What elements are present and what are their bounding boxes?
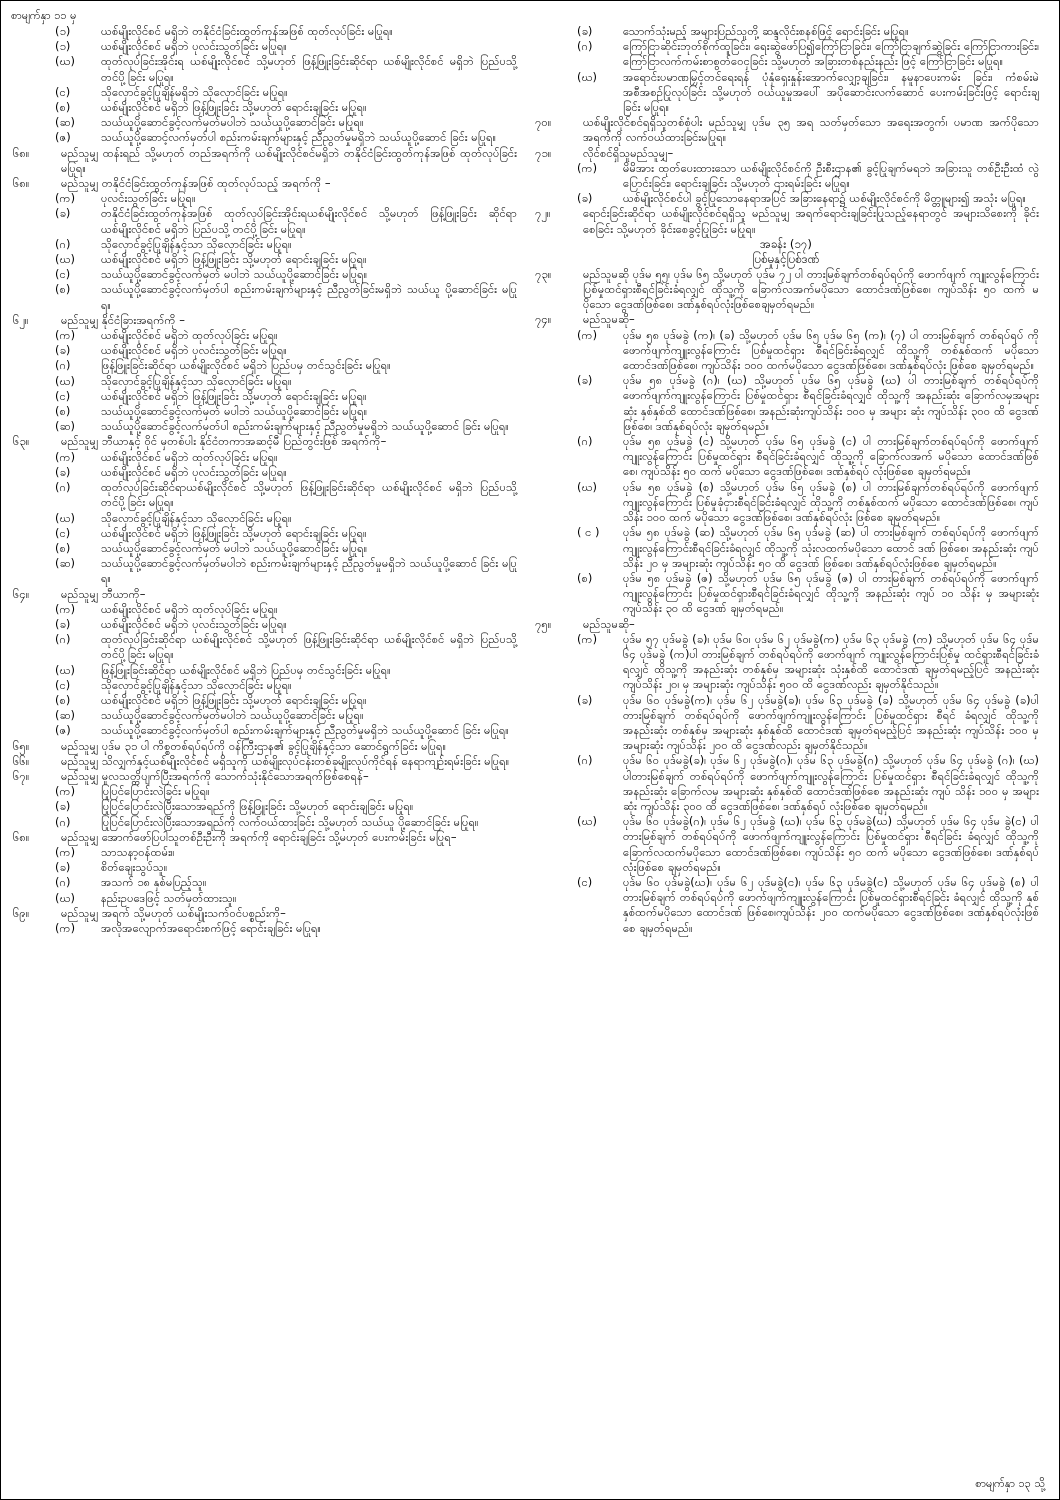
item-marker: (ဃ)	[577, 69, 598, 84]
item-text: သယ်ယူပို့ဆောင်ခွင့်လက်မှတ် မပါဘဲ သယ်ယူပို့ဆောင်ခြင်း မပြုရ။	[101, 267, 368, 282]
item-text: ကြော်ငြာဆိုင်းဘုတ်စိုက်ထူခြင်း၊ ရေးဆွဲဖော်ပြ၍ကြော်ငြာခြင်း၊ ကြော်ငြာချက်ဆွဲခြင်း ကြော်ငြာကားခြင်း၊ ကြော်ငြာလက်ကမ်းစာစွတ်ဝေငှခြင်း သို့မဟုတ် အခြားတစ်နည်းနည်း ဖြင့် ကြော်ငြာခြင်း မပြုရ။	[623, 39, 1039, 69]
clause-item	[11, 465, 517, 480]
item-marker: (ဃ)	[55, 373, 76, 388]
chapter-heading: ပြစ်မှုနှင့်ပြစ်ဒဏ်	[752, 251, 820, 266]
clause-item	[533, 39, 1039, 69]
item-marker: (က)	[55, 191, 76, 206]
clause-item	[533, 70, 1039, 116]
item-marker: ၆၈။	[13, 145, 30, 160]
item-text: ပုဒ်မ ၅၇ ပုဒ်မခွဲ (ခ)၊ ပုဒ်မ ၆၀၊ ပုဒ်မ ၆၂ ပုဒ်မခွဲ(က) ပုဒ်မ ၆၃ ပုဒ်မခွဲ (က) သို့မဟုတ် ပုဒ်မ ၆၄ ပုဒ်မ ၆၄ ပုဒ်မခွဲ (က)ပါ တားမြစ်ချက် တစ်ရပ်ရပ်ကို ဖောက်ဖျက် ကျူးလွန်ကြောင်းပြစ်မှု ထင်ရှားစီရင်ခြင်းခံရလျှင် ထိုသူ့ကို အနည်းဆုံး တစ်နှစ်မှ အများဆုံး သုံးနှစ်ထိ ထောင်ဒဏ် ချမှတ်ရမည့်ပြင် အနည်းဆုံး ကျပ်သိန်း ၂၀၊ မှ အများဆုံး ကျပ်သိန်း ၅၀၀ ထိ ငွေဒဏ်လည်း ချမှတ်နိုင်သည်။	[623, 631, 1039, 692]
item-text: လိုင်စင်ရှိသူမည်သူမျှ–	[583, 145, 674, 160]
item-marker: (ခ)	[577, 191, 593, 206]
item-marker: (က)	[55, 449, 76, 464]
item-text: ထုတ်လုပ်ခြင်းအိုင်းရ ယစ်မျိုးလိုင်စင် သို့မဟုတ် ဖြန့်ဖြူးခြင်းဆိုင်ရာ ယစ်မျိုးလိုင်စင် မရှိဘဲ ပြည်ပသို့ တင်ပို့ခြင်း မပြုရ။	[101, 54, 517, 84]
section-paragraph	[11, 906, 517, 921]
clause-item	[11, 252, 517, 267]
section-paragraph	[11, 176, 517, 191]
item-marker: (ဃ)	[55, 54, 76, 69]
page-header: စာမျက်နှာ ၁၁ မှ	[11, 9, 77, 22]
chapter-heading: အခန်း (၁၇)	[760, 236, 812, 251]
item-marker: ၇၅။	[535, 616, 552, 631]
item-text: ပုဒ်မ ၅၈ ပုဒ်မခွဲ (ဇ) သို့မဟုတ် ပုဒ်မ ၆၅ ပုဒ်မခွဲ (ဇ) ပါ တားမြစ်ချက် တစ်ရပ်ရပ်ကို ဖောက်ဖျက်ကျူးလွန်ကြောင်း ပြစ်မှုထင်ရှားစီရင်ခြင်းခံရလျှင် ထိုသူ့ကို အနည်းဆုံး ကျပ် ၁၀ သိန်း မှ အများဆုံး ကျပ်သိန်း ၃၀ ထိ ငွေဒဏ် ချမှတ်ရမည်။	[623, 570, 1039, 616]
item-text: ဖြန့်ဖြူးခြင်းဆိုင်ရာ ယစ်မျိုးလိုင်စင် မရှိဘဲ ပြည်ပမှ တင်သွင်းခြင်း မပြုရ။	[101, 358, 391, 373]
item-marker: (င)	[55, 267, 71, 282]
item-text: သယ်ယူပို့ဆောင့်လက်မှတ်ပါ စည်းကမ်းချက်များနှင့် ညီညွတ်မှုမရှိဘဲ သယ်ယူပို့ဆောင် ခြင်း မပြုရ။	[101, 130, 497, 145]
item-marker: (ဃ)	[55, 252, 76, 267]
item-marker: (က)	[577, 327, 598, 342]
clause-item	[11, 617, 517, 632]
item-text: မည်သူမဆို–	[583, 616, 635, 631]
item-marker: (ဂ)	[55, 480, 71, 495]
clause-item	[11, 602, 517, 617]
item-marker: (စ)	[55, 540, 71, 555]
clause-item	[533, 434, 1039, 480]
clause-item	[11, 663, 517, 678]
clause-item	[11, 39, 517, 54]
item-marker: (ဂ)	[577, 39, 593, 54]
clause-item	[533, 191, 1039, 206]
item-text: ယစ်မျိုးလိုင်စင် မရှိဘဲ ပုလင်းသွတ်ခြင်း မပြုရ။	[101, 343, 287, 358]
clause-item	[533, 753, 1039, 814]
item-marker: (စ)	[55, 404, 71, 419]
clause-item	[533, 161, 1039, 191]
item-marker: (က)	[55, 601, 76, 616]
item-marker: ၆၂။	[13, 312, 29, 327]
section-paragraph	[11, 146, 517, 176]
item-text: ထုတ်လုပ်ခြင်းဆိုင်ရာယစ်မျိုးလိုင်စင် သို့မဟုတ် ဖြန့်ဖြူးခြင်းဆိုင်ရာ ယစ်မျိုးလိုင်စင် မရှိဘဲ ပြည်ပသို့ တင်ပို့ခြင်း မပြုရ။	[101, 480, 517, 510]
clause-item	[11, 374, 517, 389]
item-text: မည်သူမျှ နိုင်ငံခြားအရက်ကို –	[61, 312, 185, 327]
item-text: ပုဒ်မ ၆၀ ပုဒ်မခွဲ(က)၊ ပုဒ်မ ၆၂ ပုဒ်မခွဲ(ခ)၊ ပုဒ်မ ၆၃ ပုဒ်မခွဲ (ခ) သို့မဟုတ် ပုဒ်မ ၆၄ ပုဒ်မခွဲ (ခ)ပါ တားမြစ်ချက် တစ်ရပ်ရပ်ကို ဖောက်ဖျက်ကျူးလွန်ကြောင်း ပြစ်မှုထင်ရှား စီရင် ခံရလျှင် ထိုသူ့ကို အနည်းဆုံး တစ်နှစ်မှ အများဆုံး နှစ်နှစ်ထိ ထောင်ဒဏ် ချမှတ်ရမည့်ပြင် အနည်းဆုံး ကျပ်သိန်း ၁၀၀ မှ အများဆုံး ကျပ်သိန်း ၂၀၀ ထိ ငွေဒဏ်လည်း ချမှတ်နိုင်သည်။	[623, 692, 1039, 753]
item-text: ယစ်မျိုးလိုင်စင် မရှိဘဲ ပုလင်းသွတ်ခြင်း မပြုရ။	[101, 464, 287, 479]
clause-item	[11, 404, 517, 419]
item-text: ယစ်မျိုးလိုင်စင် မရှိဘဲ ဖြန့်ဖြူးခြင်း သို့မဟုတ် ရောင်းချခြင်း မပြုရ။	[101, 252, 367, 267]
item-text: အသက် ၁၈ နှစ်မပြည့်သူ။	[101, 875, 207, 890]
item-text: ပုဒ်မ ၅၈ ပုဒ်မခွဲ (င) သို့မဟုတ် ပုဒ်မ ၆၅ ပုဒ်မခွဲ (င) ပါ တားမြစ်ချက်တစ်ရပ်ရပ်ကို ဖောက်ဖျက် ကျူးလွန်ကြောင်း ပြစ်မှုထင်ရှား စီရင်ခြင်းခံရလျှင် ထိုသူ့ကို ခြောက်လအက် မပိုသော ထောင်ဒဏ်ဖြစ်စေ၊ ကျပ်သိန်း ၅၀ ထက် မပိုသော ငွေဒဏ်ဖြစ်စေ၊ ဒဏ်နှစ်ရပ် လုံးဖြစ်စေ ချမှတ်ရမည်။	[623, 434, 1039, 479]
section-paragraph	[533, 146, 1039, 161]
item-marker: (စ)	[55, 282, 71, 297]
item-text: သာသနာ့ဝန်ထမ်း။	[101, 844, 175, 859]
item-text: ဖြန့်ဖြူးခြင်းဆိုင်ရာ ယစ်မျိုးလိုင်စင် မရှိဘဲ ပြည်ပမှ တင်သွင်းခြင်း မပြုရ။	[101, 662, 391, 677]
item-text: ပုဒ်မ ၆၀ ပုဒ်မခွဲ(ခ)၊ ပုဒ်မ ၆၂ ပုဒ်မခွဲ(ဂ)၊ ပုဒ်မ ၆၃ ပုဒ်မခွဲ(ဂ) သို့မဟုတ် ပုဒ်မ ၆၄ ပုဒ်မခွဲ (ဂ)၊ (ဃ) ပါတားမြစ်ချက် တစ်ရပ်ရပ်ကို ဖောက်ဖျက်ကျူးလွန်ကြောင်း ပြစ်မှုထင်ရှား စီရင်ခြင်းခံရလျှင် ထိုသူ့ကို အနည်းဆုံး ခြောက်လမှ အများဆုံး နှစ်နှစ်ထိ ထောင်ဒဏ်ဖြစ်စေ အနည်းဆုံး ကျပ် သိန်း ၁၀၀ မှ အများဆုံး ကျပ်သိန်း ၃၀၀ ထိ ငွေဒဏ်ဖြစ်စေ၊ ဒဏ်နှစ်ရပ် လုံးဖြစ်စေ ချမှတ်ရမည်။	[623, 753, 1039, 813]
section-paragraph	[533, 312, 1039, 327]
item-marker: (ဃ)	[55, 890, 76, 905]
item-text: အလိုအလျောက်အရောင်းစက်ဖြင့် ရောင်းချခြင်း မပြုရ။	[101, 920, 321, 935]
item-marker: ၇၂။	[535, 206, 551, 221]
item-marker: (က)	[577, 631, 598, 646]
left-column	[11, 24, 517, 1489]
item-text: ယစ်မျိုးလိုင်စင်ရရှိသူတစ်စုံပါး မည်သူမျှ ပုဒ်မ ၃၅ အရ သတ်မှတ်သော အရေးအတွက်၊ ပမာဏ အက်ပိုသောအရက်ကို လက်ဝယ်ထားခြင်းမပြုရ။	[583, 115, 1039, 145]
item-text: မည်သူမျှ အောက်ဖော်ပြပါသူတစ်ဦးဦးကို အရက်ကို ရောင်းချခြင်း သို့မဟုတ် ပေးကမ်းခြင်း မပြုရ–	[61, 829, 457, 844]
section-paragraph	[11, 830, 517, 845]
item-text: ပုလင်းသွတ်ခြင်း မပြုရ။	[101, 191, 196, 206]
clause-item	[11, 784, 517, 799]
item-text: မည်သူမဆို ပုဒ်မ ၅၅၊ ပုဒ်မ ၆၅ သို့မဟုတ် ပုဒ်မ ၇၂ ပါ တားမြစ်ချက်တစ်ရပ်ရပ်ကို ဖောက်ဖျက် ကျူးလွန်ကြောင်း ပြစ်မှုထင်ရှားစီရင်ခြင်းခံရလျှင် ထိုသူ့ကို ခြောက်လအက်မပိုသော ထောင်ဒဏ်ဖြစ်စေ၊ ကျပ်သိန်း ၅၀ ထက် မပိုသော ငွေဒဏ်ဖြစ်စေ၊ ဒဏ်နှစ်ရပ်လုံးဖြစ်စေချမှတ်ရမည်။	[583, 266, 1039, 312]
clause-item	[11, 206, 517, 236]
item-text: ယစ်မျိုးလိုင်စင် မရှိဘဲ ဖြန့်ဖြူးခြင်း သို့မဟုတ် ရောင်းချခြင်း မပြုရ။	[101, 525, 367, 540]
clause-item	[11, 723, 517, 738]
item-text: သောက်သုံးမည့် အများပြည်သူတို့ ဆန္ဒလိုင်းစနစ်ဖြင့် ရောင်းခြင်း မပြုရ။	[623, 24, 909, 38]
item-text: မည်သူမျှ တနိုင်ငံခြင်းထွတ်ကုန်အဖြစ် ထုတ်လုပ်သည့် အရက်ကို –	[61, 176, 331, 191]
item-text: ထုတ်လုပ်ခြင်းဆိုင်ရာ ယစ်မျိုးလိုင်စင် သို့မဟုတ် ဖြန့်ဖြူးခြင်းဆိုင်ရာ ယစ်မျိုးလိုင်စင် မရှိဘဲ ပြည်ပသို့ တင်ပို့ခြင်း မပြုရ။	[101, 632, 517, 662]
item-marker: (ခ)	[577, 24, 593, 38]
item-marker: (ဆ)	[55, 115, 75, 130]
item-text: ပုဒ်မ ၆၀ ပုဒ်မခွဲ(ဂ)၊ ပုဒ်မ ၆၂ ပုဒ်မခွဲ (ဃ)၊ ပုဒ်မ ၆၃ ပုဒ်မခွဲ(ဃ) သို့မဟုတ် ပုဒ်မ ၆၄ ပုဒ်မ ခွဲ(င) ပါ တားမြစ်ချက် တစ်ရပ်ရပ်ကို ဖောက်ဖျက်ကျူးလွန်ကြောင်း ပြစ်မှုထင်ရှား စီရင်ခြင်း ခံရလျှင် ထိုသူ့ကို ခြောက်လထက်မပိုသော ထောင်ဒဏ်ဖြစ်စေ၊ ကျပ်သိန်း ၅၀ ထက် မပိုသော ငွေဒဏ်ဖြစ်စေ၊ ဒဏ်နှစ်ရပ်လုံးဖြစ်စေ ချမှတ်ရမည်။	[623, 814, 1039, 874]
item-text: စိတ်ချေးသွပ်သူ။	[101, 860, 168, 875]
section-paragraph	[11, 769, 517, 784]
clause-item	[11, 85, 517, 100]
section-paragraph	[11, 313, 517, 328]
item-text: မည်သူမျှ သိလျှက်နှင့်ယစ်မျိုးလိုင်စင် မရှိသူကို ယစ်မျိုးလုပ်ငန်းတစ်ခုမျိုးလုပ်ကိုင်ရန် နေရာကျဉ်းရမ်းခြင်း မပြုရ။	[61, 753, 510, 768]
item-text: ယစ်မျိုးလိုင်စင် မရှိဘဲ ပုလင်းသွတ်ခြင်း မပြုရ။	[101, 616, 287, 631]
clause-item	[11, 480, 517, 510]
item-text: ပုဒ်မ ၅၈ ပုဒ်မခွဲ (ဂ)၊ (ဃ) သို့မဟုတ် ပုဒ်မ ၆၅ ပုဒ်မခွဲ (ဃ) ပါ တားမြစ်ချက် တစ်ရပ်ရပ်ကို ဖောက်ဖျက်ကျူးလွန်ကြောင်း ပြစ်မှုထင်ရှား စီရင်ခြင်းခံရလျှင် ထိုသူ့ကို အနည်းဆုံး ခြောက်လမှအများဆုံး နှစ်နှစ်ထိ ထောင်ဒဏ်ဖြစ်စေ၊ အနည်းဆုံးကျပ်သိန်း ၁၀၀ မှ အများ ဆုံး ကျပ်သိန်း ၃၀၀ ထိ ငွေဒဏ်ဖြစ်စေ၊ ဒဏ်နှစ်ရပ်လုံး ချမှတ်ရမည်။	[623, 373, 1039, 433]
item-text: ယစ်မျိုးလိုင်စင် မရှိဘဲ ထုတ်လုပ်ခြင်း မပြုရ။	[101, 601, 278, 616]
item-text: သယ်ယူပို့ဆောင်ခွင့်လက်မှတ် မပါဘဲ သယ်ယူပို့ဆောင်ခြင်း မပြုရ။	[101, 404, 368, 419]
clause-item	[11, 556, 517, 586]
item-marker: (ဂ)	[55, 632, 71, 647]
clause-item	[11, 419, 517, 434]
clause-item	[11, 511, 517, 526]
item-marker: (၁)	[55, 39, 71, 54]
clause-item	[11, 130, 517, 145]
item-marker: (ခ)	[55, 343, 71, 358]
item-marker: ၆၇။	[13, 768, 30, 783]
section-paragraph	[11, 739, 517, 754]
item-marker: ၆၄။	[13, 586, 30, 601]
clause-item	[533, 693, 1039, 754]
item-text: ရောင်းခြင်းဆိုင်ရာ ယစ်မျိုးလိုင်စင်ရရှိသူ မည်သူမျှ အရက်ရောင်းချခြင်းပြုသည့်နေရာတွင် အများသိစေးကို ခိုင်းစေခြင်း သို့မဟုတ် ခိုင်းစေခွင့်ပြုခြင်း မပြုရ။	[583, 206, 1039, 236]
item-marker: (ဃ)	[55, 510, 76, 525]
clause-item	[11, 891, 517, 906]
right-column	[533, 24, 1039, 1489]
item-marker: (င)	[55, 84, 71, 99]
clause-item	[11, 815, 517, 830]
item-marker: (က)	[55, 328, 76, 343]
item-text: ပြုပြင်ပြောင်းလဲပြီးသောအရည်ကို လက်ဝယ်ထားခြင်း သို့မဟုတ် သယ်ယူ ပို့ဆောင်ခြင်း မပြုရ။	[101, 814, 479, 829]
clause-item	[11, 267, 517, 282]
item-marker: (င)	[577, 874, 593, 889]
clause-item	[11, 875, 517, 890]
clause-item	[11, 328, 517, 343]
item-text: နည်းဥပဒေဖြင့် သတ်မှတ်ထားသူ။	[101, 890, 237, 905]
clause-item	[11, 526, 517, 541]
item-marker: (ခ)	[55, 616, 71, 631]
section-paragraph	[11, 754, 517, 769]
item-marker: (ခ)	[577, 373, 593, 388]
clause-item	[11, 693, 517, 708]
item-marker: (ဂ)	[55, 875, 71, 890]
clause-item	[533, 328, 1039, 374]
item-text: သယ်ယူပို့ဆောင်ခွင့်လက်မှတ် မပါဘဲ သယ်ယူပို့ဆောင်ခြင်း မပြုရ။	[101, 540, 368, 555]
clause-item	[533, 525, 1039, 571]
clause-item	[533, 373, 1039, 434]
clause-item	[11, 541, 517, 556]
item-marker: (ခ)	[55, 206, 71, 221]
item-marker: (ဃ)	[55, 662, 76, 677]
item-marker: ၆၈။	[13, 176, 30, 191]
item-text: သယ်ယူပို့ဆောင်ခွင့်လက်မှတ်မပါဘဲ စည်းကမ်းချက်များနှင့် ညီညွတ်မှုမရှိဘဲ သယ်ယူပို့ဆောင် ခြင်း မပြုရ။	[101, 556, 517, 586]
clause-item	[11, 632, 517, 662]
item-text: သိုလှောင်ခွင့်ပြုချိန်နှင့်သာ သိုလှောင်ခြင်း မပြုရ။	[101, 510, 292, 525]
item-text: သိုလှောင်ခွင့်ပြုချိန်နှင့်သာ သိုလှောင်ခြင်း မပြုရ။	[101, 373, 292, 388]
item-marker: (စ)	[55, 100, 71, 115]
section-paragraph	[533, 206, 1039, 236]
item-text: ပုဒ်မ ၆၀ ပုဒ်မခွဲ(ဃ)၊ ပုဒ်မ ၆၂ ပုဒ်မခွဲ(င)၊ ပုဒ်မ ၆၃ ပုဒ်မခွဲ(င) သို့မဟုတ် ပုဒ်မ ၆၄ ပုဒ်မခွဲ (စ) ပါ တားမြစ်ချက် တစ်ရပ်ရပ်ကို ဖောက်ဖျက်ကျူးလွန်ကြောင်း ပြစ်မှုထင်ရှားစီရင်ခြင်း ခံရလျှင် ထိုသူ့ကို နှစ်နှစ်ထက်မပိုသော ထောင်ဒဏ် ဖြစ်စေ၊ကျပ်သိန်း ၂၀၀ ထက်မပိုသော ငွေဒဏ်ဖြစ်စေ၊ ဒဏ်နှစ်ရပ်လုံးဖြစ်စေ ချမှတ်ရမည်။	[623, 874, 1039, 935]
item-marker: ၇၄။	[535, 312, 552, 327]
section-paragraph	[11, 434, 517, 449]
clause-item	[11, 191, 517, 206]
clause-item	[533, 24, 1039, 39]
clause-item	[11, 450, 517, 465]
item-text: ယစ်မျိုးလိုင်စင် မရှိဘဲ ဖြန့်ဖြူးခြင်း သို့မဟုတ် ရောင်းချခြင်း မပြုရ။	[101, 100, 367, 115]
item-marker: (ခ)	[55, 464, 71, 479]
section-paragraph	[533, 267, 1039, 313]
item-marker: ( င )	[577, 525, 600, 540]
item-marker: (င)	[55, 388, 71, 403]
clause-item	[11, 343, 517, 358]
clause-item	[11, 921, 517, 936]
item-marker: (ဇ)	[55, 723, 71, 738]
item-text: မည်သူမျှ မူလသတ္တိပျက်ပြီးအရက်ကို သောက်သုံးနိုင်သောအရက်ဖြစ်စေရန်–	[61, 768, 369, 783]
item-marker: (ဂ)	[55, 236, 71, 251]
item-text: ယစ်မျိုးလိုင်စင် မရှိဘဲ ထုတ်လုပ်ခြင်း မပြုရ။	[101, 449, 278, 464]
item-marker: (ဂ)	[577, 434, 593, 449]
item-text: သယ်ယူပို့ဆောင်ခွင့်လက်မှတ်မပါဘဲ သယ်ယူပို့ဆောင်ခြင်း မပြုရ။	[101, 115, 364, 130]
item-text: ယစ်မျိုးလိုင်စင် မရှိဘဲ ထုတ်လုပ်ခြင်း မပြုရ။	[101, 328, 278, 343]
clause-item	[533, 632, 1039, 693]
item-text: ပုဒ်မ ၅၈ ပုဒ်မခွဲ (ဆ) သို့မဟုတ် ပုဒ်မ ၆၅ ပုဒ်မခွဲ (ဆ) ပါ တားမြစ်ချက် တစ်ရပ်ရပ်ကို ဖောက်ဖျက်ကျူးလွန်ကြောင်းစီရင်ခြင်းခံရလျှင် ထိုသူ့ကို သုံးလထက်မပိုသော ထောင် ဒဏ် ဖြစ်စေ၊ အနည်းဆုံး ကျပ်သိန်း ၂၀ မှ အများဆုံး ကျပ်သိန်း ၅၀ ထိ ငွေဒဏ် ဖြစ်စေ၊ ဒဏ်နှစ်ရပ်လုံးဖြစ်စေ ချမှတ်ရမည်။	[623, 525, 1039, 570]
item-marker: (ခ)	[577, 692, 593, 707]
clause-item	[11, 860, 517, 875]
item-marker: (ဂ)	[55, 358, 71, 373]
page-footer: စာမျက်နှာ ၁၃ သို့	[975, 1477, 1045, 1490]
section-paragraph	[11, 587, 517, 602]
item-text: ယစ်မျိုးလိုင်စင်ပါ ခွင့်ပြုသောနေရာအပြင် အခြားနေရာ၌ ယစ်မျိုးလိုင်စင်ကို မိတ္တူများ၍ အသုံး မပြုရ။	[623, 191, 1026, 206]
item-text: မည်သူမျှ ပုဒ်မ ၃၁ ပါ ကိစ္စတစ်ရပ်ရပ်ကို ဝန်ကြီးဌာန၏ ခွင့်ပြုချိန်နှင့်သာ ဆောင်ရွက်ခြင်း မပြုရ။	[61, 738, 447, 753]
item-marker: ၇၃။	[535, 266, 552, 281]
clause-item	[11, 389, 517, 404]
item-marker: (စ)	[577, 570, 593, 585]
clause-item	[11, 24, 517, 39]
item-text: ယစ်မျိုးလိုင်စင် မရှိဘဲ တနိုင်ငံခြင်းထွတ်ကုန်အဖြစ် ထုတ်လုပ်ခြင်း မပြုရ။	[101, 24, 393, 38]
item-text: ယစ်မျိုးလိုင်စင် မရှိဘဲ ဖြန့်ဖြူးခြင်း သို့မဟုတ် ရောင်းချခြင်း မပြုရ။	[101, 692, 367, 707]
item-text: သယ်ယူပို့ဆောင်ခွင့်လက်မှတ်မပါဘဲ သယ်ယူပို့ဆောင်ခြင်း မပြုရ။	[101, 708, 364, 723]
item-marker: (ဇ)	[55, 130, 71, 145]
item-marker: (ဆ)	[55, 556, 75, 571]
item-marker: ၆၃။	[13, 434, 30, 449]
item-marker: (စ)	[55, 692, 71, 707]
item-marker: (ဂ)	[55, 814, 71, 829]
clause-item	[11, 282, 517, 312]
item-marker: ၆၉။	[13, 905, 30, 920]
item-marker: (ဂ)	[577, 753, 593, 768]
clause-item	[11, 358, 517, 373]
clause-item	[11, 54, 517, 84]
item-marker: (ဃ)	[577, 479, 598, 494]
clause-item	[533, 875, 1039, 936]
item-marker: ၇၁။	[535, 145, 552, 160]
item-marker: (င)	[55, 677, 71, 692]
clause-item	[11, 708, 517, 723]
item-marker: ၆၅။	[13, 738, 30, 753]
item-text: မည်သူမျှ ဘီယာကို–	[61, 586, 146, 601]
item-text: အရောင်းပမာဏမြှင့်တင်ရေးရန် ပုံနှံရှေးနှုန်းအောက်လျှော့ချခြင်း၊ နမူနာပေးကမ်း ခြင်း၊ ကံစမ်းမဲအစီအစဉ်ပြုလုပ်ခြင်း သို့မဟုတ် ဝယ်ယူမှုအပေါ် အပိုဆောင်းလက်ဆောင် ပေးကမ်းခြင်းဖြင့် ရောင်းချခြင်း မပြုရ။	[623, 69, 1039, 115]
item-text: ပြုပြင်ပြောင်းလဲပြီးသောအရည်ကို ဖြန့်ဖြူးခြင်း သို့မဟုတ် ရောင်းချခြင်း မပြုရ။	[101, 799, 414, 814]
item-marker: (ဆ)	[55, 419, 75, 434]
clause-item	[533, 571, 1039, 617]
two-column-body	[11, 24, 1049, 1489]
item-text: မည်သူမျှ အရက် သို့မဟုတ် ယစ်မျိုးသက်ဝင်ပစ္စည်းကို–	[61, 905, 286, 920]
section-paragraph	[533, 115, 1039, 145]
item-text: သယ်ယူပို့ဆောင်ခွင့်လက်မှတ်ပါ စည်းကမ်းချက်များနှင့် ညီညွတ်မှုမရှိဘဲ သယ်ယူပို့ဆောင် ခြင်း မပြုရ။	[101, 723, 509, 738]
item-marker: ၆၈။	[13, 829, 30, 844]
item-marker: (က)	[55, 920, 76, 935]
item-marker: (ဃ)	[577, 814, 598, 829]
clause-item	[11, 100, 517, 115]
item-text: ပုဒ်မ ၅၈ ပုဒ်မခွဲ (က)၊ (ခ) သို့မဟုတ် ပုဒ်မ ၆၅ ပုဒ်မ ၆၅ (က)၊ (၇) ပါ တားမြစ်ချက် တစ်ရပ်ရပ် ကို ဖောက်ဖျက်ကျူးလွန်ကြောင်း ပြစ်မှုထင်ရှား စီရင်ခြင်းခံရလျှင် ထိုသူ့ကို တစ်နှစ်ထက် မပိုသော ထောင်ဒဏ်ဖြစ်စေ၊ ကျပ်သိန်း ၁၀၀ ထက်မပိုသော ငွေဒဏ်ဖြစ်စေ၊ ဒဏ်နှစ်ရပ်လုံး ဖြစ်စေ ချမှတ်ရမည်။	[623, 327, 1039, 373]
item-marker: (က)	[55, 844, 76, 859]
item-marker: (ခ)	[55, 799, 71, 814]
item-marker: (၁)	[55, 24, 71, 38]
item-marker: (က)	[55, 784, 76, 799]
item-marker: (ခ)	[55, 860, 71, 875]
item-marker: (ဆ)	[55, 708, 75, 723]
clause-item	[533, 814, 1039, 875]
item-text: မည်သူမျှ ဘီယာနှင့် ဝိုင် မှတစ်ပါး နိုင်ငံတကာအဆင့်မီ ပြည်တွင်းဖြစ် အရက်ကို–	[61, 434, 387, 449]
item-text: မိမိအား ထုတ်ပေးထားသော ယစ်မျိုးလိုင်စင်ကို ဦးစီးဌာန၏ ခွင့်ပြုချက်မရဘဲ အခြားသူ တစ်ဦးဦးထံ လွဲပြောင်းခြင်း၊ ရောင်းချခြင်း သို့မဟုတ် ဌားရမ်းခြင်း မပြုရ။	[623, 160, 1039, 191]
clause-item	[11, 678, 517, 693]
item-text: ယစ်မျိုးလိုင်စင် မရှိဘဲ ဖြန့်ဖြူးခြင်း သို့မဟုတ် ရောင်းချခြင်း မပြုရ။	[101, 388, 367, 403]
clause-item	[11, 845, 517, 860]
item-text: သိုလှောင်ခွင့်ပြုချိန်နှင့်သာ သိုလှောင်ခြင်း မပြုရ။	[101, 236, 292, 251]
item-text: သယ်ယူပို့ဆောင်ခွင့်လက်မှတ်ပါ စည်းကမ်းချက်များနှင့် ညီညွတ်ခြင်းမရှိဘဲ သယ်ယူ ပို့ဆောင်ခြင်း မပြုရ။	[101, 282, 517, 312]
section-paragraph	[533, 617, 1039, 632]
item-marker: (က)	[577, 160, 598, 175]
item-marker: ၇၀။	[535, 115, 552, 130]
clause-item	[11, 115, 517, 130]
item-text: တနိုင်ငံခြင်းထွတ်ကုန်အဖြစ် ထုတ်လုပ်ခြင်းအိုင်းရယစ်မျိုးလိုင်စင် သို့မဟုတ် ဖြန့်ဖြူးခြင်း ဆိုင်ရာ ယစ်မျိုးလိုင်စင် မရှိဘဲ ပြည်ပသို့ တင်ပို့ခြင်း မပြုရ။	[101, 206, 517, 236]
clause-item	[533, 480, 1039, 526]
item-text: မည်သူမဆို–	[583, 312, 635, 327]
item-text: ပြုပြင်ပြောင်းလဲခြင်း မပြုရ။	[101, 784, 210, 799]
clause-item	[11, 237, 517, 252]
item-text: သိုလှောင်ခွင့်ပြုချိန်နှင့်သာ သိုလှောင်ခြင်း မပြုရ။	[101, 677, 292, 692]
item-marker: (င)	[55, 525, 71, 540]
item-text: သိုလှောင်ခွင့်ပြုချိန်မရှိဘဲ သိုလှောင်ခြင်း မပြုရ။	[101, 84, 288, 99]
item-text: ပုဒ်မ ၅၈ ပုဒ်မခွဲ (စ) သို့မဟုတ် ပုဒ်မ ၆၅ ပုဒ်မခွဲ (စ) ပါ တားမြစ်ချက်တစ်ရပ်ရပ်ကို ဖောက်ဖျက်ကျူးလွန်ကြောင်း ပြစ်မှုခုံငှားစီရင်ခြင်းခံရလျှင် ထိုသူ့ကို တစ်နှစ်ထက် မပိုသော ထောင်ဒဏ်ဖြစ်စေ၊ ကျပ်သိန်း ၁၀၀ ထက် မပိုသော ငွေဒဏ်ဖြစ်စေ၊ ဒဏ်နှစ်ရပ်လုံး ဖြစ်စေ ချမှတ်ရမည်။	[623, 479, 1039, 525]
clause-item	[11, 799, 517, 814]
item-marker: ၆၆။	[13, 753, 30, 768]
item-text: ယစ်မျိုးလိုင်စင် မရှိဘဲ ပုလင်းသွတ်ခြင်း မပြုရ။	[101, 39, 287, 54]
item-text: သယ်ယူပို့ဆောင်ခွင့်လက်မှတ်ပါ စည်းကမ်းချက်များနှင့် ညီညွတ်မှုမရှိဘဲ သယ်ယူပို့ဆောင် ခြင်း မပြုရ။	[101, 419, 509, 434]
item-text: မည်သူမျှ ထန်းရည် သို့မဟုတ် တည်အရက်ကို ယစ်မျိုးလိုင်စင်မရှိဘဲ တနိုင်ငံခြင်းထွတ်ကုန်အဖြစ် ထုတ်လုပ်ခြင်းမပြုရ။	[61, 145, 517, 175]
